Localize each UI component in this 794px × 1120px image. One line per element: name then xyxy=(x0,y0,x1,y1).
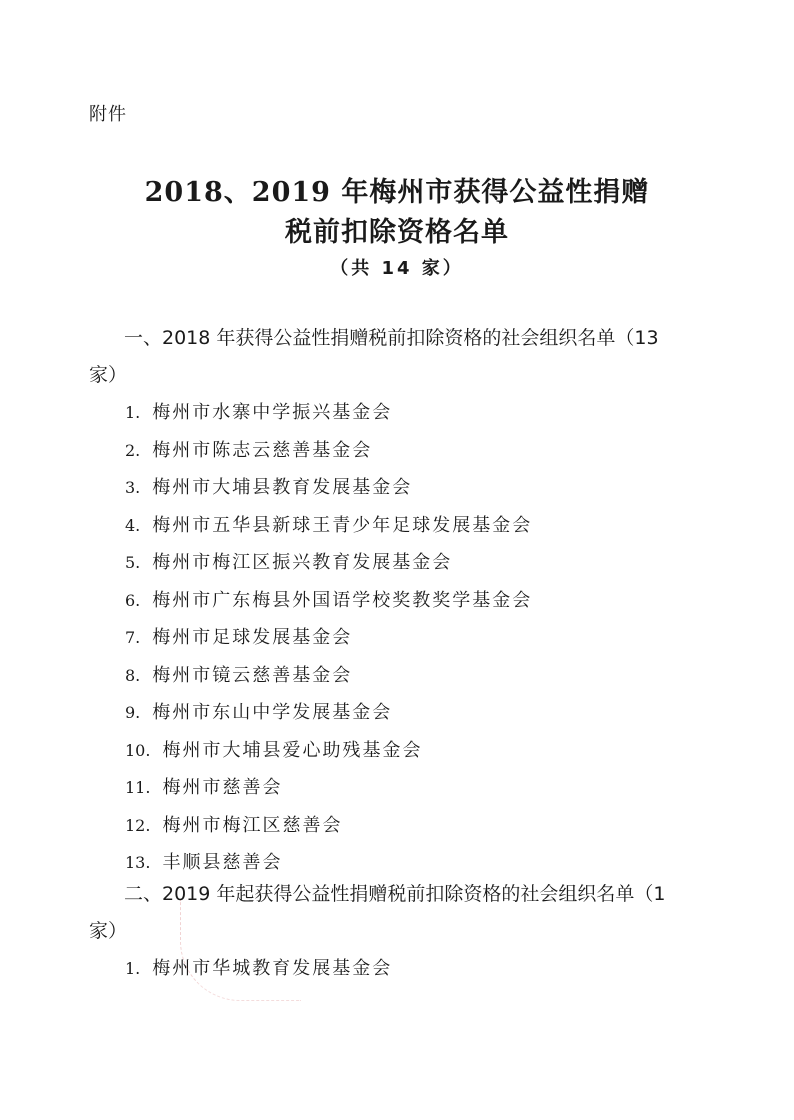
section1-heading: 一、2018 年获得公益性捐赠税前扣除资格的社会组织名单（13 家） xyxy=(89,327,659,386)
section2-heading: 二、2019 年起获得公益性捐赠税前扣除资格的社会组织名单（1 家） xyxy=(89,883,666,942)
item-number: 13. xyxy=(125,853,151,872)
list-item xyxy=(125,432,532,470)
list-item xyxy=(125,769,532,807)
item-name: 梅州市梅江区振兴教育发展基金会 xyxy=(152,552,453,573)
list-item xyxy=(125,394,532,432)
item-number: 12. xyxy=(125,815,151,835)
list-item xyxy=(125,657,532,695)
item-name: 梅州市水寨中学振兴基金会 xyxy=(152,402,393,423)
item-name: 梅州市大埔县爱心助残基金会 xyxy=(162,739,423,761)
item-name: 梅州市华城教育发展基金会 xyxy=(152,958,393,979)
item-number: 5. xyxy=(125,553,141,572)
item-name: 梅州市东山中学发展基金会 xyxy=(152,702,393,723)
item-name: 梅州市广东梅县外国语学校奖教奖学基金会 xyxy=(152,589,533,611)
list-item xyxy=(125,694,532,732)
item-name: 梅州市慈善会 xyxy=(162,777,283,798)
item-number: 1. xyxy=(125,403,141,422)
total-count: （共 14 家） xyxy=(330,258,464,279)
list-item xyxy=(125,619,532,657)
item-name: 梅州市陈志云慈善基金会 xyxy=(152,439,373,461)
section1-list xyxy=(125,394,532,882)
item-number: 8. xyxy=(125,665,141,685)
list-item xyxy=(125,469,532,507)
item-name: 梅州市大埔县教育发展基金会 xyxy=(152,477,413,498)
item-number: 7. xyxy=(125,628,141,647)
item-number: 11. xyxy=(125,778,151,797)
list-item xyxy=(125,807,532,845)
item-number: 9. xyxy=(125,703,141,722)
attachment-label: 附件 xyxy=(89,104,127,125)
item-name: 丰顺县慈善会 xyxy=(162,852,283,873)
list-item xyxy=(125,732,532,770)
item-name: 梅州市足球发展基金会 xyxy=(152,627,353,648)
list-item xyxy=(125,582,532,620)
item-name: 梅州市五华县新球王青少年足球发展基金会 xyxy=(152,514,533,536)
item-number: 10. xyxy=(125,740,151,760)
item-number: 1. xyxy=(125,959,141,978)
item-name: 梅州市梅江区慈善会 xyxy=(162,814,343,836)
list-item xyxy=(125,507,532,545)
item-name: 梅州市镜云慈善基金会 xyxy=(152,664,353,686)
item-number: 2. xyxy=(125,440,141,460)
list-item xyxy=(125,544,532,582)
item-number: 4. xyxy=(125,515,141,535)
item-number: 3. xyxy=(125,478,141,497)
document-title-line1: 2018、2019 年梅州市获得公益性捐赠 xyxy=(144,177,650,208)
document-title-line2: 税前扣除资格名单 xyxy=(285,217,509,248)
item-number: 6. xyxy=(125,590,141,610)
